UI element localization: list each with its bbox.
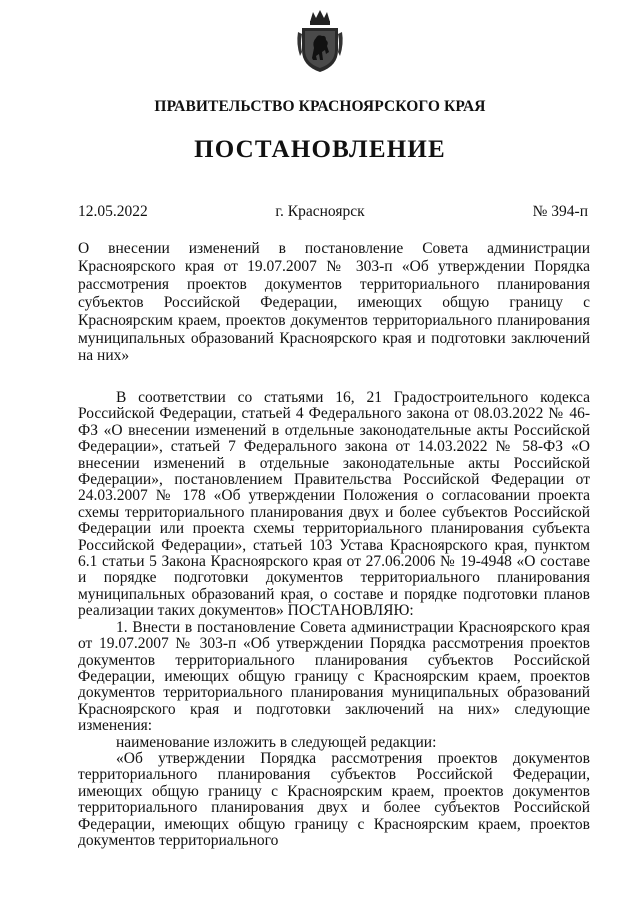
document-type-title: ПОСТАНОВЛЕНИЕ xyxy=(194,136,446,163)
document-subject: О внесении изменений в постановление Совета администрации Красноярского края от 19.07.2007 № 303-п «Об утверждении Порядка рассмотрения проектов документов территориального планирования субъектов Российской Федерации, имеющих общую границу с Красноярским краем, проектов документов территориального планирования муниципальных образований Красноярского края и подготовки заключений на них» xyxy=(78,240,590,365)
document-city: г. Красноярск xyxy=(275,203,365,220)
organization-name: ПРАВИТЕЛЬСТВО КРАСНОЯРСКОГО КРАЯ xyxy=(154,98,486,115)
item-1-quote-paragraph: «Об утверждении Порядка рассмотрения проектов документов территориального планирования субъектов Российской Федерации, имеющих общую границу с Красноярским краем, проектов документов территориального планирования двух и более субъектов Российской Федерации, имеющих общую границу с Красноярским краем, проектов документов территориального xyxy=(78,749,590,849)
document-number: № 394-п xyxy=(532,203,588,220)
item-1-intro-paragraph: наименование изложить в следующей редакции: xyxy=(116,733,437,751)
document-date: 12.05.2022 xyxy=(78,203,148,220)
preamble-paragraph: В соответствии со статьями 16, 21 Градостроительного кодекса Российской Федерации, статьей 4 Федерального закона от 08.03.2022 № 46-ФЗ «О внесении изменений в отдельные законодательные акты Российской Федерации», статьей 7 Федерального закона от 14.03.2022 № 58-ФЗ «О внесении изменений в отдельные законодательные акты Российской Федерации», постановлением Правительства Российской Федерации от 24.03.2007 № 178 «Об утверждении Положения о согласовании проекта схемы территориального планирования двух и более субъектов Российской Федерации или проекта схемы территориального планирования субъекта Российской Федерации», статьей 103 Устава Красноярского края, пунктом 6.1 статьи 5 Закона Красноярского края от 27.06.2006 № 19-4948 «О составе и порядке подготовки документов территориального планирования муниципальных образований края, о составе и порядке подготовки планов реализации таких документов» ПОСТАНОВЛЯЮ: xyxy=(78,389,590,620)
item-1-paragraph: 1. Внести в постановление Совета администрации Красноярского края от 19.07.2007 № 303-п «Об утверждении Порядка рассмотрения проектов документов территориального планирования субъектов Российской Федерации, имеющих общую границу с Красноярским краем, проектов документов территориального планирования муниципальных образований Красноярского края и подготовки заключений на них» следующие изменения: xyxy=(78,618,590,735)
coat-of-arms-icon xyxy=(296,8,344,74)
document-body xyxy=(78,390,590,849)
